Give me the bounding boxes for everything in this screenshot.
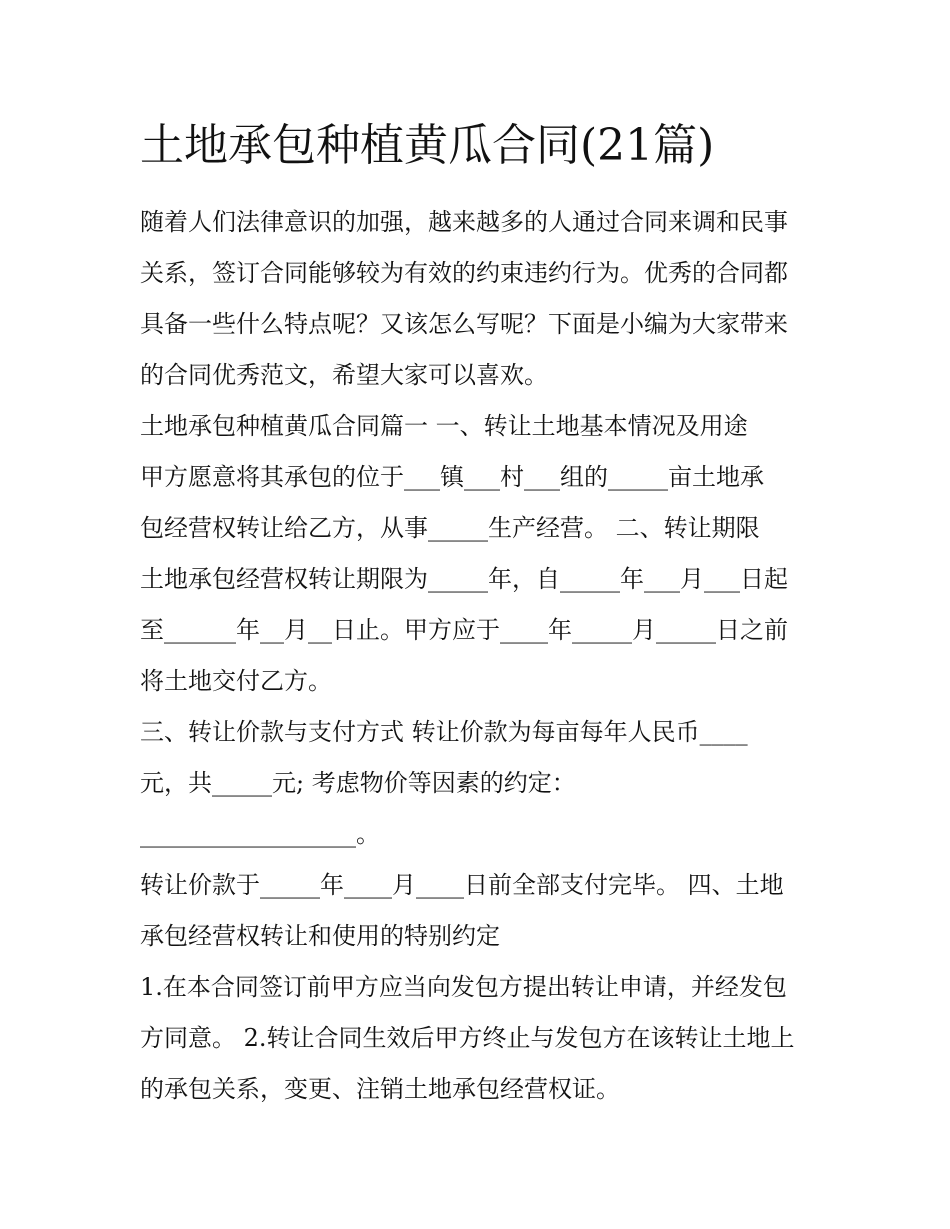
paragraph-line: 三、转让价款与支付方式 转让价款为每亩每年人民币____ <box>140 718 748 746</box>
paragraph-line: 具备一些什么特点呢？又该怎么写呢？下面是小编为大家带来 <box>140 310 788 338</box>
paragraph-line: 承包经营权转让和使用的特别约定 <box>140 922 500 950</box>
section-heading-line: 土地承包种植黄瓜合同篇一 一、转让土地基本情况及用途 <box>140 412 748 440</box>
document-body <box>140 197 820 1115</box>
paragraph-line: 转让价款于_____年____月____日前全部支付完毕。 四、土地 <box>140 871 784 899</box>
paragraph-line: 的合同优秀范文，希望大家可以喜欢。 <box>140 361 548 389</box>
paragraph-line: 土地承包经营权转让期限为_____年，自_____年___月___日起 <box>140 565 788 593</box>
paragraph-line: 1.在本合同签订前甲方应当向发包方提出转让申请，并经发包 <box>140 973 787 1001</box>
paragraph-line: 方同意。 2.转让合同生效后甲方终止与发包方在该转让土地上 <box>140 1024 795 1052</box>
paragraph-line: 元，共_____元; 考虑物价等因素的约定： <box>140 769 576 797</box>
paragraph-line: 关系，签订合同能够较为有效的约束违约行为。优秀的合同都 <box>140 259 788 287</box>
paragraph-line: 将土地交付乙方。 <box>140 667 332 695</box>
paragraph-line: 至______年__月__日止。甲方应于____年_____月_____日之前 <box>140 616 788 644</box>
blank-fill-line: __________________。 <box>140 820 380 848</box>
paragraph-line: 甲方愿意将其承包的位于___镇___村___组的_____亩土地承 <box>140 463 764 491</box>
paragraph-line: 随着人们法律意识的加强，越来越多的人通过合同来调和民事 <box>140 208 788 236</box>
paragraph-line: 的承包关系，变更、注销土地承包经营权证。 <box>140 1075 620 1103</box>
paragraph-line: 包经营权转让给乙方，从事_____生产经营。 二、转让期限 <box>140 514 760 542</box>
document-title: 土地承包种植黄瓜合同(21篇) <box>140 120 715 171</box>
